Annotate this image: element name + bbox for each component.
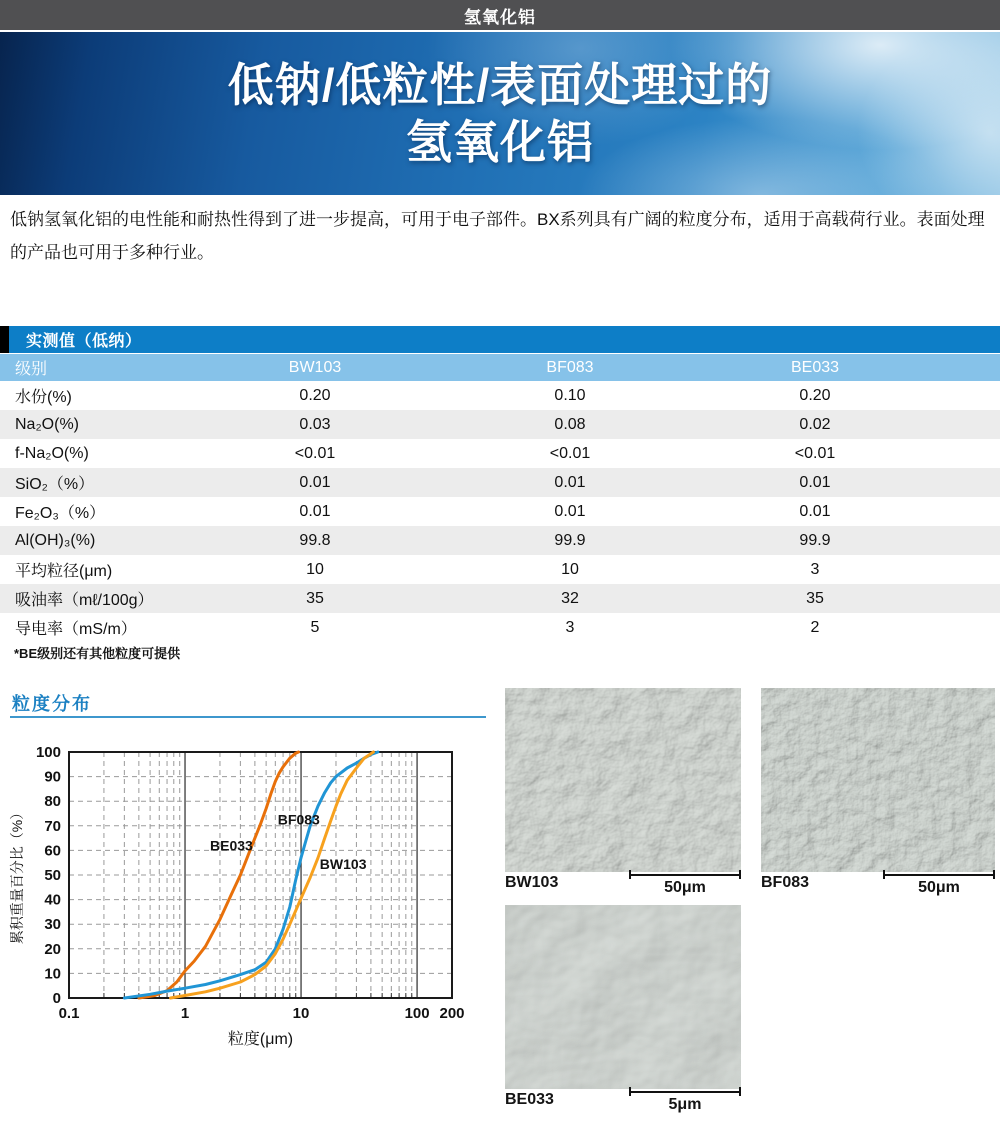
- row-value: 0.20: [799, 386, 831, 404]
- row-value: 0.08: [554, 415, 586, 433]
- table-row: [0, 410, 1000, 439]
- y-tick-label: 0: [52, 990, 61, 1007]
- row-value: 35: [806, 589, 824, 607]
- table-row: [0, 381, 1000, 410]
- scale-bar-text: 5μm: [668, 1096, 702, 1113]
- row-value: 99.8: [299, 531, 331, 549]
- row-value: 0.03: [299, 415, 331, 433]
- row-value: 99.9: [799, 531, 831, 549]
- table-title: 实测值（低纳）: [9, 326, 1000, 353]
- row-value: <0.01: [549, 444, 591, 462]
- row-value: 10: [561, 560, 579, 578]
- row-value: <0.01: [294, 444, 336, 462]
- row-value: 5: [310, 618, 320, 636]
- table-title-accent: [0, 326, 9, 353]
- x-tick-label: 1: [180, 1005, 190, 1022]
- series-label-be033: BE033: [210, 837, 253, 854]
- chart-canvas: [9, 744, 495, 1050]
- table-row: [0, 613, 1000, 642]
- y-axis-title: 累积重量百分比（%）: [9, 805, 25, 945]
- micrograph-bf083-caption: [761, 870, 995, 896]
- y-tick-label: 10: [44, 965, 61, 983]
- y-tick-label: 30: [44, 916, 61, 934]
- row-value: 0.10: [554, 386, 586, 404]
- row-value: 3: [565, 618, 575, 636]
- row-label: 平均粒径(μm): [15, 563, 113, 580]
- table-row: [0, 555, 1000, 584]
- row-value: <0.01: [794, 444, 836, 462]
- table-row: [0, 526, 1000, 555]
- x-tick-label: 200: [439, 1005, 465, 1022]
- particle-size-chart: [9, 744, 495, 1050]
- spec-table: [0, 326, 1000, 642]
- table-row: [0, 497, 1000, 526]
- row-value: 0.01: [799, 473, 831, 491]
- x-tick-label: 10: [292, 1005, 310, 1022]
- micrograph-bw103-image: [505, 688, 741, 872]
- table-title-bar: [0, 326, 1000, 353]
- intro-paragraph: 低钠氢氧化铝的电性能和耐热性得到了进一步提高，可用于电子部件。BX系列具有广阔的粒度分布，适用于高载荷行业。表面处理的产品也可用于多种行业。: [10, 210, 985, 262]
- table-row: [0, 439, 1000, 468]
- row-value: 3: [810, 560, 820, 578]
- row-label: 导电率（mS/m）: [15, 621, 137, 638]
- scale-bar: [629, 870, 741, 897]
- row-label: 水份(%): [15, 389, 72, 406]
- x-axis-title: 粒度(μm): [227, 1031, 294, 1048]
- page-header-bar: [0, 0, 1000, 30]
- micrograph-label: BF083: [761, 874, 810, 891]
- row-label: Al(OH)₃(%): [15, 531, 96, 549]
- row-value: 0.01: [554, 502, 586, 520]
- micrograph-be033-caption: [505, 1087, 741, 1113]
- row-label: 吸油率（mℓ/100g）: [15, 592, 154, 609]
- y-tick-label: 70: [44, 817, 61, 835]
- micrograph-bw103-caption: [505, 870, 741, 896]
- row-value: 0.01: [299, 502, 331, 520]
- x-tick-label: 100: [404, 1005, 430, 1022]
- row-value: 0.01: [554, 473, 586, 491]
- row-value: 0.02: [799, 415, 831, 433]
- y-tick-label: 100: [35, 744, 61, 761]
- banner: [0, 32, 1000, 195]
- row-value: 0.20: [299, 386, 331, 404]
- y-tick-label: 50: [44, 867, 61, 884]
- y-tick-label: 40: [44, 891, 61, 909]
- row-label: SiO₂（%）: [15, 476, 95, 493]
- x-tick-label: 0.1: [58, 1005, 80, 1022]
- page-header-title: 氢氧化铝: [464, 7, 536, 27]
- y-tick-label: 20: [44, 940, 61, 958]
- column-header-bf083: BF083: [546, 358, 594, 376]
- row-label: Na₂O(%): [15, 415, 79, 433]
- scale-bar-line: [629, 1087, 741, 1096]
- micrograph-label: BE033: [505, 1091, 554, 1108]
- column-header-grade: 级别: [15, 361, 48, 378]
- row-value: 0.01: [799, 502, 831, 520]
- banner-title-line1: 低钠/低粒性/表面处理过的: [227, 58, 773, 111]
- y-tick-label: 60: [44, 842, 61, 860]
- row-value: 32: [561, 589, 579, 607]
- column-header-bw103: BW103: [288, 358, 342, 376]
- series-label-bf083: BF083: [277, 811, 320, 828]
- scale-bar: [883, 870, 995, 897]
- table-body: [0, 381, 1000, 642]
- series-label-bw103: BW103: [319, 855, 367, 872]
- row-value: 2: [810, 618, 820, 636]
- micrograph-be033-image: [505, 905, 741, 1089]
- section-title: 粒度分布: [12, 694, 92, 714]
- y-tick-label: 90: [44, 768, 61, 786]
- scale-bar-line: [883, 870, 995, 879]
- row-value: 0.01: [299, 473, 331, 491]
- table-header-row: [0, 354, 1000, 381]
- row-value: 99.9: [554, 531, 586, 549]
- y-tick-label: 80: [44, 793, 61, 811]
- section-title-rule: [10, 716, 486, 718]
- row-value: 35: [306, 589, 324, 607]
- table-row: [0, 468, 1000, 497]
- row-value: 10: [306, 560, 324, 578]
- scale-bar: [629, 1087, 741, 1114]
- micrograph-label: BW103: [505, 874, 559, 891]
- scale-bar-text: 50μm: [664, 879, 706, 896]
- micrograph-bf083-image: [761, 688, 995, 872]
- row-label: Fe₂O₃（%）: [15, 505, 106, 522]
- table-footnote: *BE级别还有其他粒度可提供: [14, 646, 181, 661]
- table-row: [0, 584, 1000, 613]
- banner-title-line2: 氢氧化铝: [406, 115, 594, 168]
- column-header-be033: BE033: [790, 358, 840, 376]
- scale-bar-line: [629, 870, 741, 879]
- row-label: f-Na₂O(%): [15, 444, 89, 462]
- scale-bar-text: 50μm: [918, 879, 960, 896]
